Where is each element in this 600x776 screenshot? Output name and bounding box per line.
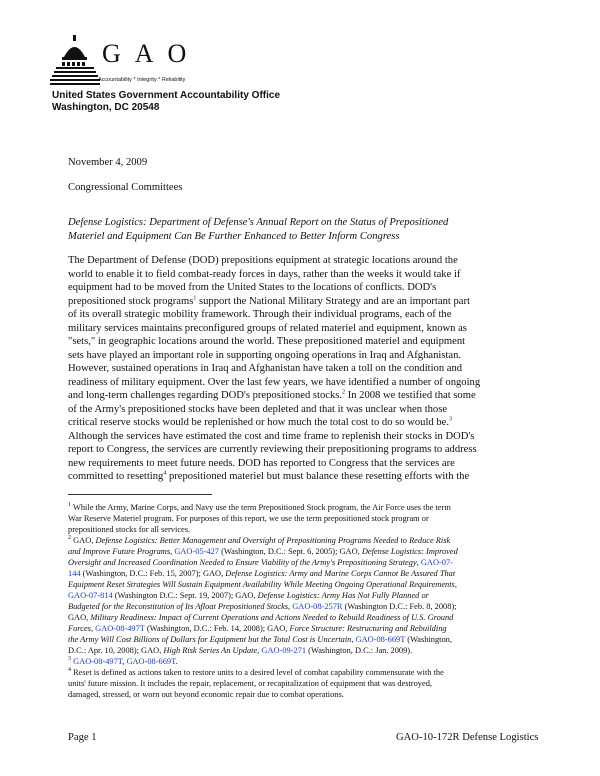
- body-line: readiness of military equipment. Over the last few years, we have identified a number of ongoing: [68, 376, 481, 388]
- subject-title: [68, 216, 448, 244]
- body-line: "sets," in geographic locations around the world. These prepositioned materiel and equipment: [68, 336, 466, 347]
- body-text: prepositioned stock programs: [68, 295, 194, 307]
- footnote-text: GAO,: [68, 613, 91, 622]
- footnote-line: [68, 634, 538, 645]
- footnote-line: [68, 557, 538, 568]
- footnote-text: (Washington D.C.: Feb. 8, 2008);: [342, 602, 457, 611]
- footnote-text: .: [175, 657, 178, 666]
- report-link[interactable]: GAO-07-814: [68, 591, 113, 600]
- footnote-number: 4: [68, 667, 71, 674]
- footnote-title: the Army Will Cost Billions of Dollars for Equipment but the Total Cost is Uncertain: [68, 635, 352, 644]
- body-line: new requirements to meet future needs. DOD has reported to Congress that the services are: [68, 457, 455, 469]
- footnote-text: (Washington,: [405, 635, 452, 644]
- footnote-line: prepositioned stocks for all services.: [68, 525, 191, 534]
- footnote-number: 1: [68, 502, 71, 509]
- addressee: Congressional Committees: [68, 182, 183, 193]
- footnote-ref[interactable]: 2: [342, 389, 346, 396]
- footnote-line: War Reserve Materiel program. For purposes of this report, we use the term prepositioned stock program or: [68, 514, 429, 523]
- footnote-line: [68, 656, 538, 667]
- body-text: committed to resetting: [68, 471, 164, 482]
- footnote-line: [68, 568, 538, 579]
- footnote-line: units' future mission. It includes the repair, replacement, or recapitalization of equipment that was destroyed,: [68, 679, 432, 688]
- org-name: United States Government Accountability Office: [52, 90, 281, 101]
- letter-date: November 4, 2009: [68, 157, 148, 168]
- footnote-title: Equipment Reset Strategies Will Sustain Equipment Availability While Meeting Ongoing Operational Requirements: [68, 580, 455, 589]
- body-line: [68, 389, 528, 403]
- body-paragraph: [68, 254, 528, 484]
- footnote-ref[interactable]: 1: [193, 294, 197, 301]
- report-link[interactable]: GAO-05-427: [174, 547, 219, 556]
- footnote-title: Oversight and Increased Coordination Needed to Ensure Viability of the Army's Prepositioning Strategy: [68, 558, 417, 567]
- report-link[interactable]: GAO-09-271: [261, 646, 307, 655]
- footnote-line: [68, 623, 538, 634]
- body-line: However, sustained operations in Iraq and Afghanistan have taken a toll on the condition and: [68, 363, 463, 374]
- body-line: world to enable it to field combat-ready forces in days, rather than the weeks it would take if: [68, 268, 461, 280]
- footnote-text: (Washington, D.C.: Jan. 2009).: [306, 646, 413, 655]
- report-link[interactable]: GAO-08-257R: [292, 602, 343, 611]
- footnote-title: Force Structure: Restructuring and Rebuilding: [289, 624, 447, 633]
- footnote-text: (Washington D.C.: Sept. 19, 2007); GAO,: [112, 591, 258, 600]
- footnote-title: Budgeted for the Reconstitution of Its Afloat Prepositioned Stocks: [68, 602, 289, 611]
- logo-tagline: Accountability * Integrity * Reliability: [98, 77, 186, 83]
- footnote-title: High Risk Series An Update: [163, 646, 258, 655]
- footnote-title: Defense Logistics: Army and Marine Corps Cannot Be Assured That: [225, 569, 456, 578]
- body-line: military services maintains preconfigured groups of related materiel and equipment, known as: [68, 322, 467, 334]
- footnote-number: 2: [68, 535, 71, 542]
- footnote-text: (Washington, D.C.: Feb. 14, 2008); GAO,: [144, 624, 290, 633]
- org-address: [52, 90, 280, 114]
- footnote-title: Military Readiness: Impact of Current Operations and Actions Needed to Rebuild Readiness of U.S. Ground: [90, 613, 454, 622]
- footnote-line: damaged, stressed, or worn out beyond economic repair due to combat operations.: [68, 690, 344, 699]
- subject-line: Materiel and Equipment Can Be Further Enhanced to Better Inform Congress: [68, 231, 400, 242]
- footnote-line: [68, 502, 538, 513]
- footnote-text: ,: [416, 558, 421, 567]
- footnote-line: [68, 612, 538, 623]
- footnotes: [68, 502, 538, 700]
- body-text: prepositioned materiel but must balance these resetting efforts with the: [166, 471, 470, 482]
- body-line: [68, 470, 528, 484]
- footnote-line: [68, 579, 538, 590]
- report-link[interactable]: GAO-08-669T: [126, 657, 176, 666]
- capitol-dome-icon: [50, 35, 100, 87]
- body-line: [68, 295, 528, 309]
- footnote-line: [68, 601, 538, 612]
- report-link[interactable]: GAO-08-497T: [95, 624, 145, 633]
- body-text: critical reserve stocks would be replenished or how much the total cost to do so would be.: [68, 417, 449, 428]
- gao-logo: [50, 33, 220, 93]
- footnote-divider: [68, 494, 212, 495]
- body-line: report to Congress, the services are currently reviewing their prepositioning programs to address: [68, 444, 477, 455]
- subject-line: Defense Logistics: Department of Defense's Annual Report on the Status of Prepositioned: [68, 217, 449, 228]
- report-number: GAO-10-172R Defense Logistics: [396, 732, 539, 743]
- footnote-text: ,: [288, 602, 293, 611]
- footnote-title: and Improve Future Programs: [68, 547, 171, 556]
- report-link[interactable]: GAO-07-: [420, 558, 453, 567]
- footnote-text: (Washington, D.C.: Feb. 15, 2007); GAO,: [80, 569, 226, 578]
- footnote-text: ,: [90, 624, 96, 633]
- footnote-text: While the Army, Marine Corps, and Navy use the term Prepositioned Stock program, the Air Force uses the term: [72, 503, 451, 512]
- report-link[interactable]: GAO-08-669T: [355, 635, 406, 644]
- footnote-title: Defense Logistics: Army Has Not Fully Planned or: [257, 591, 429, 600]
- footnote-text: ,: [122, 657, 127, 666]
- footnote-number: 3: [68, 656, 71, 663]
- org-city: Washington, DC 20548: [52, 102, 160, 113]
- footnote-line: [68, 535, 538, 546]
- footnote-text: ,: [170, 547, 175, 556]
- footnote-line: [68, 546, 538, 557]
- footnote-text: GAO,: [73, 536, 96, 545]
- footnote-text: (Washington, D.C.: Sept. 6, 2005); GAO,: [218, 547, 362, 556]
- footnote-title: Forces: [68, 624, 91, 633]
- body-line: [68, 416, 528, 430]
- report-link[interactable]: 144: [68, 569, 81, 578]
- footnote-ref[interactable]: 4: [163, 470, 167, 477]
- body-line: Although the services have estimated the cost and time frame to replenish their stocks in DOD's: [68, 430, 475, 442]
- footnote-ref[interactable]: 3: [449, 416, 452, 423]
- footnote-line: [68, 667, 538, 678]
- footnote-text: D.C.: Apr. 10, 2008); GAO,: [68, 646, 164, 655]
- footnote-text: ,: [454, 580, 457, 589]
- footnote-line: [68, 645, 538, 656]
- footnote-text: Reset is defined as actions taken to restore units to a desired level of combat capability commensurate with the: [73, 668, 444, 677]
- body-line: sets have played an important role in supporting ongoing operations in Iraq and Afghanistan.: [68, 349, 462, 361]
- footnote-text: ,: [257, 646, 262, 655]
- report-link[interactable]: GAO-08-497T: [73, 657, 123, 666]
- footnote-title: Defense Logistics: Improved: [361, 547, 458, 556]
- body-line: of its overall strategic mobility framework. Through their individual programs, each of the: [68, 309, 452, 320]
- body-text: support the National Military Strategy and are an important part: [196, 295, 470, 307]
- logo-letters: GAO: [102, 39, 201, 68]
- body-line: of the Army's prepositioned stocks have been depleted and that it was unclear when those: [68, 403, 448, 415]
- body-line: The Department of Defense (DOD) prepositions equipment at strategic locations around the: [68, 255, 458, 266]
- footnote-line: [68, 590, 538, 601]
- page-number: Page 1: [68, 732, 97, 743]
- footnote-title: Defense Logistics: Better Management and Oversight of Prepositioning Programs Needed to Reduce Risk: [95, 536, 451, 545]
- body-line: equipment had to be moved from the United States to the locations of conflicts. DOD's: [68, 282, 437, 293]
- body-text: and long-term challenges regarding DOD's prepositioned stocks.: [68, 390, 343, 401]
- footnote-text: ,: [351, 635, 356, 644]
- body-text: In 2008 we testified that some: [345, 390, 476, 401]
